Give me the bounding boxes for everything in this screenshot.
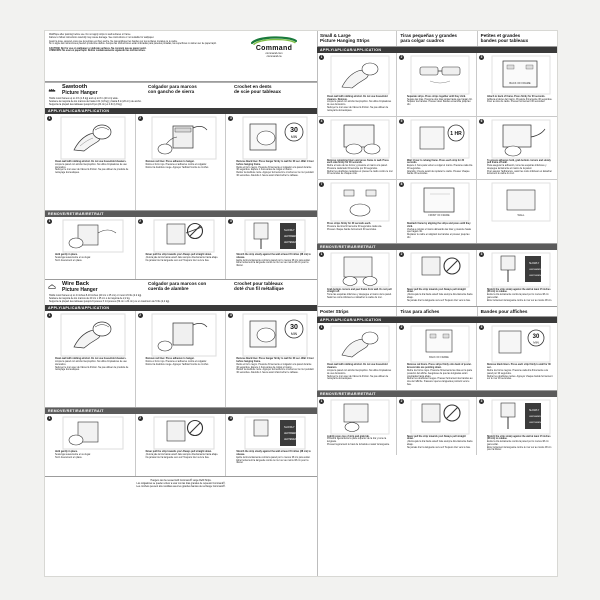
svg-text:FRONT OF FRAME: FRONT OF FRAME xyxy=(428,214,450,218)
illustration-attach-back-of-frame xyxy=(491,55,551,95)
step-cell: 1 Hold gently in place. Sostenga suavemente en su lugar. Tenir doucement en place. xyxy=(45,414,136,476)
svg-text:LENTEMENT: LENTEMENT xyxy=(284,242,299,245)
svg-text:MIN: MIN xyxy=(532,340,539,345)
step-cell: 6 To ensure adhesive hold, grab bottom corners and slowly pull frame off wall. Para asegurar la adhesión, tome las esquinas inferiores y despegue lentamente el marco de la pared. Pour assurer l'adhérence, saisir les coins inférieurs et détacher lentement le cadre du mur. xyxy=(480,118,552,176)
step-cell: 1 Clean wall with rubbing alcohol. Do not use household cleaners. Remove. Limpie la pared con alcohol isopropílico. No utilice limpiadores de uso doméstico. Nettoyer le mur avec de l'alcool à friction. Ne pas utiliser de nettoyants domestiques. xyxy=(317,53,397,116)
illustration-press-frame-to-wall xyxy=(330,119,390,159)
step-cell: 1 Lightly press top of strip and grab tab. Presione ligeramente la parte superior de la tira y tome la lengüeta. Presser légèrement le haut de la bande et saisir la languette. xyxy=(317,397,397,456)
illustration-never-pull-toward xyxy=(410,252,470,288)
svg-text:LENTEMENT: LENTEMENT xyxy=(284,439,299,442)
footer-note xyxy=(45,477,317,492)
step-cell: 4 Remove remaining liners and press frame to wall. Press each side firmly for 30 seconds. Retire el resto de los forros y presione el marco a la pared. Presione cada lado firmemente por 30 segundos. Retirer les doublures restantes et presser le cadre contre le mur 30 secondes de chaque côté. xyxy=(317,117,397,180)
illustration-grab-tab xyxy=(330,399,390,435)
illustration-pull-frame-off-wall xyxy=(491,119,551,159)
step-cell: 2 BACK OF FRAME Remove red liners. Press strips firmly onto back of poster. Ensure tabs are pointing down. Retire los forros rojos. Presione firmemente las tiras en la parte posterior del afiche. Asegúrese de que las lengüetas estén orientadas hacia abajo. Retirer les doublures rouges. Presser fermement les bandes au dos de l'affiche. S'assurer que les languettes pointent vers le bas. xyxy=(397,323,477,389)
sawtooth-weight-es: Sostiene la mayoría de los marcos de hasta 4 lb (1,8 kg) y hasta 8 in (20 cm) de ancho. xyxy=(49,100,142,104)
illustration-never-pull-toward xyxy=(410,399,470,435)
wireback-title-es: Colgador para marcos con cuerda de alambre xyxy=(148,281,207,291)
svg-text:BACK OF FRAME: BACK OF FRAME xyxy=(508,81,531,85)
wireback-remove-steps xyxy=(45,414,317,477)
warning-line-4: Si no sigue las instrucciones pueden producirse daños. Aunque las instrucciones están indicadas para paredes pintadas, las superficies no deben ser de papel tapiz. xyxy=(49,43,217,46)
step-cell: 3 BACK OF FRAME Attach to back of frame. Press firmly for 30 seconds. Adhiera al dorso del marco. Presione firmemente 30 segundos. Fixer au dos du cadre. Presser fermement 30 secondes. xyxy=(480,54,553,104)
illustration-wall-diagram xyxy=(491,182,551,222)
poster-apply-steps xyxy=(317,323,557,390)
illustration-stretch-slowly xyxy=(491,252,551,288)
svg-text:30: 30 xyxy=(290,324,299,332)
svg-text:30: 30 xyxy=(290,127,299,135)
footer-line-2: Los colgadores se pueden volver a usar con las tiras grandes de repuesto Command®. xyxy=(136,483,226,486)
step-cell: 3 SLOWLY LENTAMENTE LENTEMENT Stretch the strip slowly against the wall at least 15 in/two (38 cm) to release. Estire la tira lentamente contra la pared por lo menos 38 cm para soltar. Étirer lentement la languette contre le mur sur au moins 38 cm pour la libérer. xyxy=(229,416,311,465)
strips-title-fr: Petites et grandes bandes pour tableaux xyxy=(477,31,557,46)
illustration-clean-wall xyxy=(60,116,126,160)
svg-text:SLOWLY: SLOWLY xyxy=(284,426,295,430)
illustration-hold-gently xyxy=(62,219,124,253)
sawtooth-apply-bar: APPLY/APLICAR/APPLICATION xyxy=(45,108,317,114)
wireback-remove-bar: REMOVE/RETIRAR/RETRAIT xyxy=(45,408,317,414)
poster-remove-steps xyxy=(317,397,557,456)
strips-title-en: Small & Large Picture Hanging Strips xyxy=(320,33,370,43)
sawtooth-apply-steps xyxy=(45,114,317,211)
illustration-stretch-slowly xyxy=(244,219,306,253)
step-cell: 2 Remove red liner. Press adhesive to hanger. Retire el forro rojo. Presione el adhesivo contra el colgador. Retirer la doublure rouge. Appuyer l'adhésif contre le crochet. xyxy=(136,311,227,407)
strips-apply-row-1 xyxy=(317,53,557,117)
poster-remove-bar: REMOVE/RETIRAR/RETRAIT xyxy=(317,391,557,397)
sheet-page xyxy=(44,30,558,577)
poster-title-en: Poster Strips xyxy=(320,308,349,314)
left-column xyxy=(45,31,318,576)
sawtooth-weight-fr: Supporte la plupart des tableaux jusqu'à 8 po (20 cm) et 4 lb (1,8 kg). xyxy=(49,103,123,107)
step-cell: 3 SLOWLY LENTAMENTE LENTEMENT Stretch the strip slowly against the wall at least 15 inches (38 cm) to release. Estire la tira lentamente contra la pared por lo menos 38 cm para soltar. Étirer lentement la languette contre le mur sur au moins 38 cm. xyxy=(480,251,552,302)
step-cell: 3 SLOWLY LENTAMENTE LENTEMENT Stretch the strip slowly against the wall at least 15 inches (38 cm) to release. Estire la tira lentamente contra la pared por lo menos 38 cm para soltar. Étirer lentement la languette contre le mur sur au moins 38 cm pour la libérer. xyxy=(480,398,552,452)
sawtooth-weight-en: Holds most frames up to 4 lb (1.8 kg) and up to 8 in (20 cm) wide. xyxy=(49,97,119,101)
sawtooth-title-en: Sawtooth Picture Hanger xyxy=(62,84,98,96)
warning-block xyxy=(49,34,234,53)
wireback-title-fr: Crochet pour tableaux doté d'un fil métallique xyxy=(234,281,284,291)
step-cell: 2 Remove red liner. Press adhesive to hanger. Retire el forro rojo. Presione el adhesivo contra el colgador. Retirer la doublure rouge. Appuyer l'adhésif contre le crochet. xyxy=(136,114,227,210)
step-cell: 1 Grab bottom corners and peel frame from wall. Do not pull straight off. Tome las esquinas inferiores y despegue el marco de la pared. Saisir les coins inférieurs et détacher le cadre du mur. xyxy=(317,250,397,306)
strips-remove-bar: REMOVE/RETIRAR/RETRAIT xyxy=(317,244,557,250)
svg-text:MIN: MIN xyxy=(291,135,298,140)
svg-text:SLOWLY: SLOWLY xyxy=(528,408,539,412)
illustration-reattach-frame xyxy=(410,182,470,222)
wireback-weight-en: Holds most frames up to 4 in/ches 8-10 inches (20 cm x 25 cm) or most 4-5 lbs (2.2 kg). xyxy=(49,294,142,298)
svg-text:30: 30 xyxy=(532,334,539,341)
illustration-never-pull-toward xyxy=(153,219,215,253)
warning-line-2: Failure to follow instructions carefully may cause damage. See instructions or not suitable for wallpaper. xyxy=(49,36,155,39)
illustration-clean-wall xyxy=(330,325,390,363)
poster-section-header xyxy=(317,307,557,318)
swoosh-icon xyxy=(251,35,297,45)
illustration-remove-red-liner xyxy=(151,313,217,357)
poster-title-fr: Bandes pour affiches xyxy=(477,307,557,317)
strips-apply-row-3 xyxy=(317,180,557,244)
illustration-peel-frame xyxy=(330,252,390,288)
strips-remove-steps xyxy=(317,250,557,307)
sawtooth-icon xyxy=(48,85,56,94)
step-cell: 2 Separate strips. Press strips together until they click. Separe las tiras. Presione dos tiras juntas hasta que hagan clic. Séparer les bandes. Presser deux bandes ensemble jusqu'au clic. xyxy=(397,53,477,116)
svg-text:LENTEMENT: LENTEMENT xyxy=(528,421,542,424)
sawtooth-weights xyxy=(45,97,317,108)
wireback-apply-steps xyxy=(45,311,317,408)
svg-text:LENTAMENTE: LENTAMENTE xyxy=(284,433,300,436)
right-column xyxy=(317,31,557,576)
step-cell: 1 Clean wall with rubbing alcohol. Do not use household cleaners. Limpie la pared con alcohol isopropílico. No utilice limpiadores de uso doméstico. Nettoyer le mur avec de l'alcool à friction. Ne pas utiliser de produits de nettoyage domestiques. xyxy=(45,311,136,407)
wireback-weight-fr: Supporte la plupart des tableaux jusqu'à 9 pouces X 14 pouces (09 cm x 20 cm) ou un maximum de 5 lbs (2,2 kg). xyxy=(49,300,170,304)
section-header-wireback xyxy=(45,280,317,294)
brand-url-us: command.com xyxy=(265,52,283,55)
step-cell: 1 Clean wall with rubbing alcohol. Do not use household cleaners. Limpie la pared con alcohol isopropílico. No utilice limpiadores de uso doméstico. Nettoyer le mur avec de l'alcool à friction. Ne pas utiliser de nettoyants domestiques. xyxy=(317,323,397,389)
poster-apply-bar: APPLY/APLICAR/APPLICATION xyxy=(317,317,557,323)
sawtooth-title-fr: Crochet en dents de scie pour tableaux xyxy=(234,84,281,94)
svg-text:SLOWLY: SLOWLY xyxy=(528,261,539,265)
illustration-press-30-seconds xyxy=(491,325,551,363)
sawtooth-title-es: Colgador para marcos con gancho de sierra xyxy=(148,84,197,94)
warning-line-1: Wall/Tape after painting before use. Do not apply strips to wall surfaces or frame. xyxy=(49,34,132,36)
illustration-never-pull-toward xyxy=(153,416,215,450)
poster-title-es: Tiras para afiches xyxy=(396,307,476,317)
step-cell: 2 Never pull the strip towards you! Always pull straight down. ¡Nunca jale la tira hacia usted! Jale siempre directamente hacia abajo. Ne jamais tirer la languette vers soi! Toujours tirer vers le bas. xyxy=(397,250,477,306)
warning-line-3: Avant la pose, assurez-vous que la peinture est bien sèche. Ne pas appliquer les bandes sur les surfaces murales ou le cadre. xyxy=(49,40,178,43)
step-cell: 3 30 MIN Remove black liner. Press hanger firmly to wall for 30 sec. Wait 1 hour before hanging frame. Retire el forro negro. Presione firmemente el colgador a la pared durante 30 segundos. Espere 1 hora antes de colgar el marco. Retirer la doublure noire. Appuyer fermement le crochet sur le mur pendant 30 secondes. Attendre 1 heure avant d'accrocher le tableau. xyxy=(229,116,314,177)
illustration-press-strips-to-poster xyxy=(410,325,470,363)
illustration-wait-one-hour xyxy=(410,119,470,159)
illustration-clean-wall xyxy=(330,55,390,95)
strips-section-header xyxy=(317,31,557,47)
illustration-press-strips-wall xyxy=(330,182,390,222)
step-cell-empty xyxy=(477,180,557,243)
step-cell: 3 SLOWLY LENTAMENTE LENTEMENT Stretch the strip slowly against the wall at least 15 in/two (38 cm) to release. Estire la tira lentamente contra la pared por lo menos 38 cm para soltar. Étirer lentement la languette contre le mur sur au moins 38 cm pour la libérer. xyxy=(229,219,311,268)
warning-line-5: CAUTION: Not for use on wallpaper or delicate surfaces. Ne convient pas au papier peint. xyxy=(49,47,147,50)
footer-line-3: Les crochets peuvent être réutilisés avec les grandes bandes de rechange Command®. xyxy=(136,486,226,489)
sawtooth-remove-steps xyxy=(45,217,317,280)
step-cell: 2 Never pull the strip towards you! Always pull straight down. ¡Nunca jale la tira hacia usted! Jale siempre directamente hacia abajo. Ne jamais tirer la languette vers soi! Toujours tirer vers le bas. xyxy=(136,217,227,279)
brand-url-ca: command.ca xyxy=(266,55,282,59)
step-cell: 3 30 MIN Remove black liners. Press each strip firmly to wall for 30 sec. Retire los forros negros. Presione cada tira firmemente a la pared por 30 segundos. Retirer les doublures noires. Appuyer chaque bande fermement sur le mur 30 secondes. xyxy=(480,325,553,381)
step-cell: 8 FRONT OF FRAME Reattach frame by aligning the strips and press until they click. Vuelva a colocar el marco alineando las tiras y presione hasta que hagan clic. Replacer le cadre en alignant les bandes et presser jusqu'au clic. xyxy=(397,180,477,243)
illustration-remove-red-liner xyxy=(151,116,217,160)
svg-text:1 HR: 1 HR xyxy=(450,130,462,137)
svg-text:WALL: WALL xyxy=(517,214,524,218)
svg-text:LENTAMENTE: LENTAMENTE xyxy=(284,236,300,239)
svg-text:LENTAMENTE: LENTAMENTE xyxy=(528,415,544,418)
svg-text:BACK OF FRAME: BACK OF FRAME xyxy=(429,356,449,360)
step-cell: 1 Clean wall with rubbing alcohol. Do not use household cleaners. Limpie la pared con alcohol isopropílico. No utilice limpiadores de uso doméstico. Nettoyer le mur avec de l'alcool à friction. Ne pas utiliser de produits de nettoyage domestiques. xyxy=(45,114,136,210)
strips-title-es: Tiras pequeñas y grandes para colgar cuadros xyxy=(396,31,476,46)
wireback-title-en: Wire Back Picture Hanger xyxy=(62,281,98,293)
illustration-stretch-slowly xyxy=(244,416,306,450)
step-cell: 2 Never pull the strip towards you! Always pull straight down. ¡Nunca jale la tira hacia usted! Jale siempre directamente hacia abajo. Ne jamais tirer la languette vers soi! Toujours tirer vers le bas. xyxy=(136,414,227,476)
strips-apply-row-2 xyxy=(317,117,557,181)
sawtooth-remove-bar: REMOVE/RETIRAR/RETRAIT xyxy=(45,211,317,217)
brand-logo xyxy=(237,35,311,58)
step-cell: 2 Never pull the strip towards you! Always pull straight down. ¡Nunca jale la tira hacia usted! Jale siempre directamente hacia abajo. Ne jamais tirer la languette vers soi! Toujours tirer vers le bas. xyxy=(397,397,477,456)
svg-text:SLOWLY: SLOWLY xyxy=(284,229,295,233)
strips-apply-bar: APPLY/APLICAR/APPLICATION xyxy=(317,47,557,53)
svg-text:MIN: MIN xyxy=(291,332,298,337)
footer-line-1: Hangers can be reused with Command® Large Refill Strips. xyxy=(150,480,212,483)
illustration-hold-gently xyxy=(62,416,124,450)
warning-line-6: ATENCIÓN: No usar en papel tapiz. Retirar cuidadosamente siguiendo las instrucciones. xyxy=(49,50,146,53)
brand-name: Command xyxy=(255,45,293,52)
section-header-sawtooth xyxy=(45,83,317,97)
wireback-apply-bar: APPLY/APLICAR/APPLICATION xyxy=(45,305,317,311)
illustration-click-strips xyxy=(410,55,470,95)
wireback-weight-es: Sostiene la mayoría de los marcos de 20 cm x 25 cm o la mayoría de 2,2 kg. xyxy=(49,297,131,301)
illustration-stretch-slowly xyxy=(491,399,551,435)
masthead xyxy=(45,31,317,82)
illustration-press-hanger xyxy=(242,313,308,357)
step-cell: 5 1 HR Wait 1 hour to rehang frame. Press each strip for 30 seconds. Espere 1 hora para volver a colgar el marco. Presione cada tira 30 segundos. Attendre 1 heure avant de replacer le cadre. Presser chaque bande 30 secondes. xyxy=(397,117,477,180)
svg-text:LENTEMENT: LENTEMENT xyxy=(528,274,542,277)
illustration-clean-wall xyxy=(60,313,126,357)
illustration-press-hanger xyxy=(242,116,308,160)
wire-hanger-icon xyxy=(48,282,56,291)
step-cell: 3 30 MIN Remove black liner. Press hanger firmly to wall for 30 sec. Wait 1 hour before hanging frame. Retire el forro negro. Presione firmemente el colgador a la pared durante 30 segundos. Espere 1 hora antes de colgar el marco. Retirer la doublure noire. Appuyer fermement le crochet sur le mur pendant 30 secondes. Attendre 1 heure avant d'accrocher le tableau. xyxy=(229,313,314,375)
wireback-weights xyxy=(45,294,317,305)
step-cell: 7 Press strips firmly for 30 seconds each. Presione las tiras firmemente 30 segundos cada una. Presser chaque bande fermement 30 secondes. xyxy=(317,180,397,243)
svg-text:LENTAMENTE: LENTAMENTE xyxy=(528,268,544,271)
step-cell: 1 Hold gently in place. Sostenga suavemente en su lugar. Tenir doucement en place. xyxy=(45,217,136,279)
